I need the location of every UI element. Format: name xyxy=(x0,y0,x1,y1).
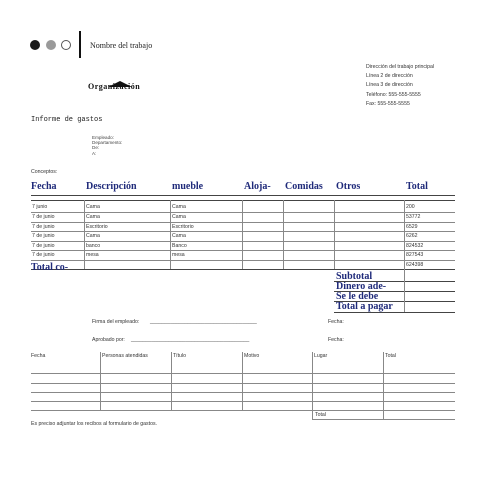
owed-label: Se le debe xyxy=(336,291,379,302)
row-date: 7 de junio xyxy=(32,214,55,220)
row-total: 200 xyxy=(406,204,415,210)
header-divider xyxy=(79,31,81,58)
row-total: 53772 xyxy=(406,214,421,220)
ent-col-titulo: Título xyxy=(173,353,186,359)
total-label: Total co- xyxy=(31,262,69,273)
row-furniture: mesa xyxy=(172,252,185,258)
dark-dot-icon xyxy=(30,40,40,50)
col-header-total: Total xyxy=(406,181,428,192)
report-title: Informe de gastos xyxy=(31,116,103,124)
row-total: 6262 xyxy=(406,233,418,239)
job-name: Nombre del trabajo xyxy=(90,41,153,50)
ent-col-lugar: Lugar xyxy=(314,353,328,359)
row-total: 6529 xyxy=(406,224,418,230)
summary-block xyxy=(334,271,455,313)
address-line-1: Dirección del trabajo principal xyxy=(366,64,435,70)
from-field: De: xyxy=(92,145,100,151)
approved-line: _________________________________________ xyxy=(131,337,250,343)
approved-label: Aprobado por: xyxy=(92,337,125,343)
col-header-alojamiento: Aloja- xyxy=(244,181,271,192)
row-furniture: Cama xyxy=(172,204,186,210)
row-date: 7 de junio xyxy=(32,243,55,249)
employee-signature-label: Firma del empleado: xyxy=(92,319,140,325)
table-row xyxy=(31,212,455,222)
ent-total-label: Total xyxy=(315,412,326,418)
row-date: 7 de junio xyxy=(32,233,55,239)
subtotal-label: Subtotal xyxy=(336,271,373,282)
ent-col-total: Total xyxy=(385,353,396,359)
row-description: Cama xyxy=(86,233,100,239)
table-row xyxy=(31,250,455,260)
employee-field: Empleado: xyxy=(92,135,114,140)
col-header-fecha: Fecha xyxy=(31,181,57,192)
row-date: 7 de junio xyxy=(32,224,55,230)
address-line-2: Línea 2 de dirección xyxy=(366,73,413,79)
row-description: Escritorio xyxy=(86,224,108,230)
row-description: Cama xyxy=(86,204,100,210)
phone: Teléfono: 555-555-5555 xyxy=(366,92,421,98)
row-total: 824532 xyxy=(406,243,424,249)
row-date: 7 junio xyxy=(32,204,48,210)
total-to-pay-label: Total a pagar xyxy=(336,301,393,312)
empty-dot-icon xyxy=(61,40,71,50)
ent-col-fecha: Fecha xyxy=(31,353,46,359)
col-header-descripcion: Descripción xyxy=(86,181,137,192)
col-header-otros: Otros xyxy=(336,181,361,192)
row-date: 7 de junio xyxy=(32,252,55,258)
row-description: banco xyxy=(86,243,101,249)
approved-date-label: Fecha: xyxy=(328,337,344,343)
row-furniture: Banco xyxy=(172,243,187,249)
department-field: Departamento: xyxy=(92,140,123,146)
fax: Fax: 555-555-5555 xyxy=(366,101,410,107)
col-header-mueble: mueble xyxy=(172,181,204,192)
row-description: mesa xyxy=(86,252,99,258)
concepts-label: Conceptos: xyxy=(31,169,58,175)
ent-col-personas: Personas atendidas xyxy=(102,353,148,359)
row-total: 827543 xyxy=(406,252,424,258)
row-furniture: Cama xyxy=(172,233,186,239)
organization-name: Organización xyxy=(88,82,141,91)
gray-dot-icon xyxy=(46,40,56,50)
employee-signature-line: _____________________________________ xyxy=(150,319,257,325)
row-description: Cama xyxy=(86,214,100,220)
ent-col-motivo: Motivo xyxy=(244,353,260,359)
row-furniture: Cama xyxy=(172,214,186,220)
total-value: 624398 xyxy=(406,262,424,268)
advance-label: Dinero ade- xyxy=(336,281,387,292)
table-row xyxy=(31,202,455,212)
row-furniture: Escritorio xyxy=(172,224,194,230)
table-row xyxy=(31,231,455,241)
footer-note: Es preciso adjuntar los recibos al formulario de gastos. xyxy=(31,421,158,427)
employee-date-label: Fecha: xyxy=(328,319,344,325)
to-field: A: xyxy=(92,150,97,156)
address-line-3: Línea 3 de dirección xyxy=(366,82,413,88)
col-header-comidas: Comidas xyxy=(285,181,323,192)
